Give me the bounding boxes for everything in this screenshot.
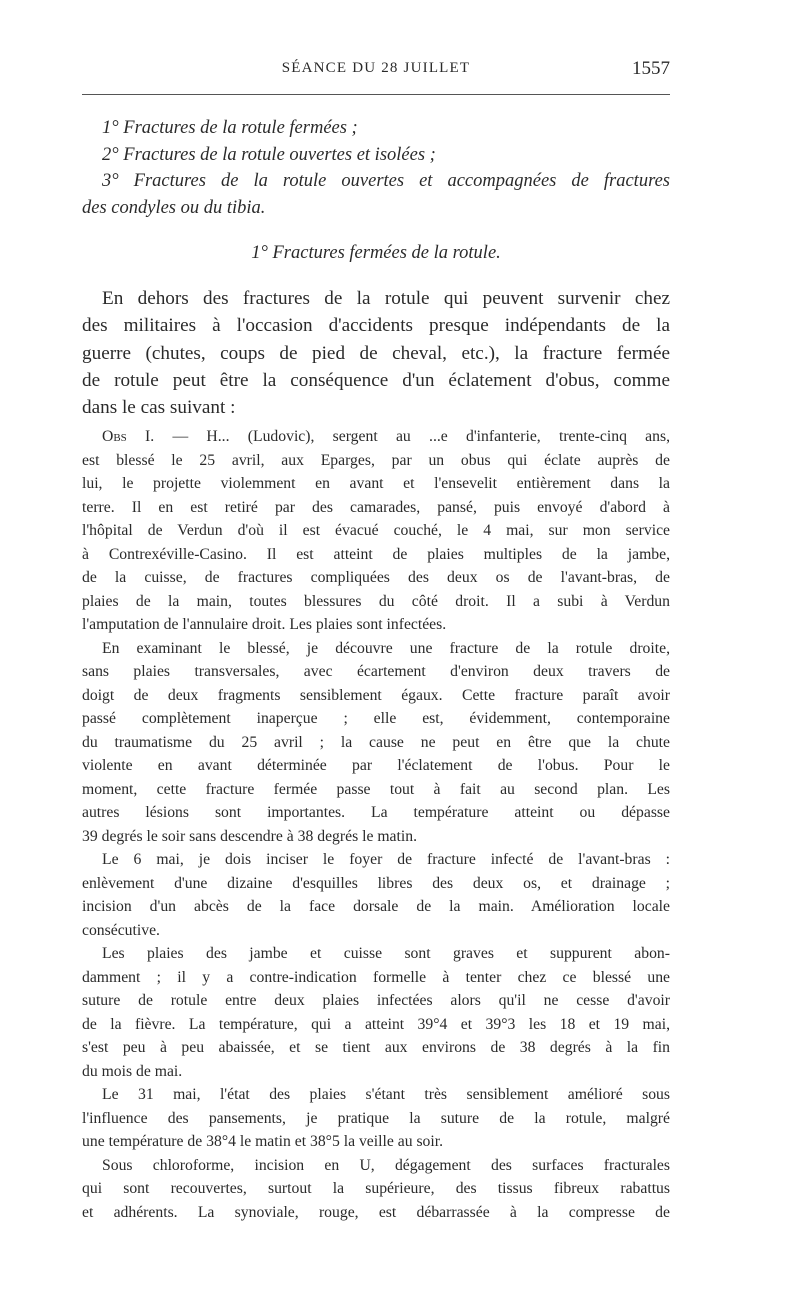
page-number: 1557 xyxy=(632,58,670,79)
text-line: autres lésions sont importantes. La température atteint ou dépasse xyxy=(82,804,670,821)
text-line: En dehors des fractures de la rotule qui peuvent survenir chez xyxy=(102,288,670,309)
text-line: de la cuisse, de fractures compliquées des deux os de l'avant-bras, de xyxy=(82,569,670,586)
observation-text xyxy=(82,425,670,1224)
text-line: enlèvement d'une dizaine d'esquilles libres des deux os, et drainage ; xyxy=(82,874,670,892)
text-line: de rotule peut être la conséquence d'un éclatement d'obus, comme xyxy=(82,369,670,391)
running-title: SÉANCE DU 28 JUILLET xyxy=(281,60,471,76)
text-line: et adhérents. La synoviale, rouge, est débarrassée à la compresse de xyxy=(82,1203,670,1221)
text-line: Les plaies des jambe et cuisse sont graves et suppurent abon- xyxy=(102,945,670,962)
text-line: lui, le projette violemment en avant et l'ensevelit entièrement dans la xyxy=(82,475,670,492)
section-heading: 1° Fractures fermées de la rotule. xyxy=(251,243,501,263)
running-header xyxy=(82,60,670,86)
text-line: passé complètement inaperçue ; elle est, évidemment, contemporaine xyxy=(82,710,670,727)
observation-first-line-text: — H... (Ludovic), sergent au ...e d'infanterie, trente-cinq ans, xyxy=(154,428,671,445)
intro-paragraph xyxy=(82,285,670,421)
text-line: consécutive. xyxy=(82,921,160,939)
text-line: dans le cas suivant : xyxy=(82,397,236,419)
text-line: l'influence des pansements, je pratique la suture de la rotule, malgré xyxy=(82,1109,670,1127)
observation-label: Obs I. xyxy=(102,428,155,445)
text-line: de la fièvre. La température, qui a atteint 39°4 et 39°3 les 18 et 19 mai, xyxy=(82,1015,670,1033)
list-item-continuation: des condyles ou du tibia. xyxy=(82,197,266,218)
text-line: damment ; il y a contre-indication formelle à tenter chez ce blessé une xyxy=(82,968,670,986)
text-line: s'est peu à peu abaissée, et se tient aux environs de 38 degrés à la fin xyxy=(82,1039,670,1056)
text-line: Le 6 mai, je dois inciser le foyer de fracture infecté de l'avant-bras : xyxy=(102,851,670,868)
text-line: l'hôpital de Verdun d'où il est évacué couché, le 4 mai, sur mon service xyxy=(82,522,670,539)
text-line: du traumatisme du 25 avril ; la cause ne peut en être que la chute xyxy=(82,733,670,751)
text-line: suture de rotule entre deux plaies infectées alors qu'il ne cesse d'avoir xyxy=(82,992,670,1009)
text-line: doigt de deux fragments sensiblement égaux. Cette fracture paraît avoir xyxy=(82,686,670,704)
text-line: 39 degrés le soir sans descendre à 38 degrés le matin. xyxy=(82,827,417,845)
list-item: 1° Fractures de la rotule fermées ; xyxy=(102,118,358,138)
text-line: incision d'un abcès de la face dorsale de la main. Amélioration locale xyxy=(82,898,670,915)
text-line: moment, cette fracture fermée passe tout à fait au second plan. Les xyxy=(82,780,670,798)
text-line: qui sont recouvertes, surtout la supérieure, des tissus fibreux rabattus xyxy=(82,1180,670,1197)
text-line: Le 31 mai, l'état des plaies s'étant très sensiblement amélioré sous xyxy=(102,1086,670,1103)
text-line: du mois de mai. xyxy=(82,1062,183,1080)
text-line: terre. Il en est retiré par des camarades, pansé, puis envoyé d'abord à xyxy=(82,498,670,516)
text-line: des militaires à l'occasion d'accidents presque indépendants de la xyxy=(82,315,670,337)
text-line: est blessé le 25 avril, aux Eparges, par un obus qui éclate auprès de xyxy=(82,451,670,469)
text-line: une température de 38°4 le matin et 38°5 la veille au soir. xyxy=(82,1133,444,1150)
text-line: sans plaies transversales, avec écartement d'environ deux travers de xyxy=(82,663,670,680)
text-line: plaies de la main, toutes blessures du côté droit. Il a subi à Verdun xyxy=(82,592,670,610)
list-item: 2° Fractures de la rotule ouvertes et isolées ; xyxy=(102,144,436,165)
text-line: Sous chloroforme, incision en U, dégagement des surfaces fracturales xyxy=(102,1156,670,1174)
text-line: guerre (chutes, coups de pied de cheval, etc.), la fracture fermée xyxy=(82,342,670,364)
observation-first-line xyxy=(82,425,670,449)
text-line: En examinant le blessé, je découvre une fracture de la rotule droite, xyxy=(102,639,670,657)
text-line: l'amputation de l'annulaire droit. Les plaies sont infectées. xyxy=(82,616,447,633)
text-line: à Contrexéville-Casino. Il est atteint de plaies multiples de la jambe, xyxy=(82,545,670,563)
header-rule xyxy=(82,94,670,95)
fracture-categories-list xyxy=(82,115,670,221)
list-item: 3° Fractures de la rotule ouvertes et accompagnées de fractures xyxy=(102,171,670,191)
text-line: violente en avant déterminée par l'éclatement de l'obus. Pour le xyxy=(82,757,670,774)
